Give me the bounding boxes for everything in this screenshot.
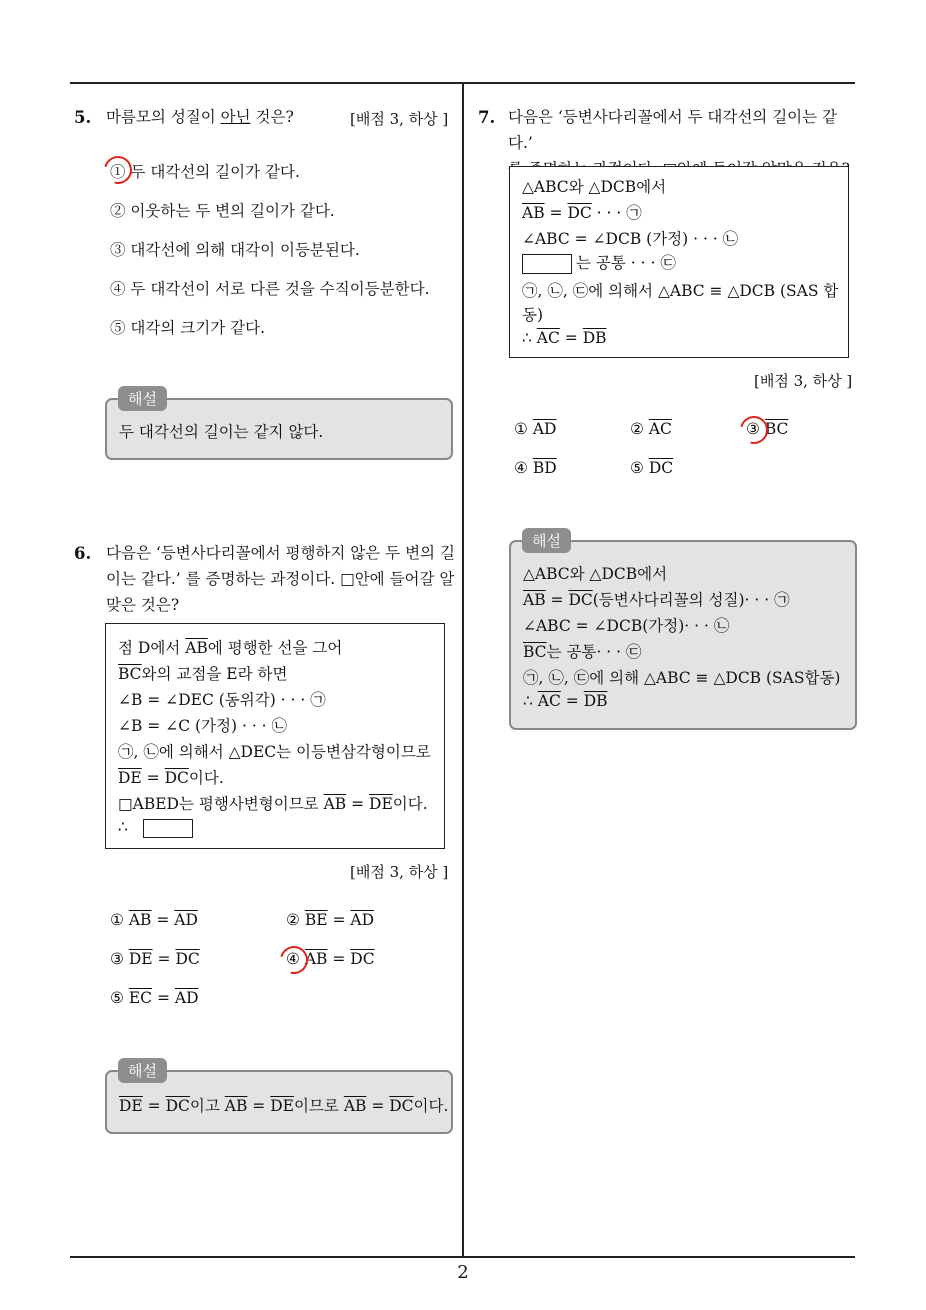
solution-label: 해설: [522, 528, 571, 553]
question-text: 마름모의 성질이 아닌 것은?: [106, 108, 294, 126]
question-number: 7.: [478, 108, 496, 127]
option-1[interactable]: ① $\overline{AD}$: [514, 420, 557, 438]
question-text: 다음은 ‘등변사다리꼴에서 두 대각선의 길이는 같다.’: [508, 108, 838, 152]
option-4[interactable]: ④ $\overline{AB} = \overline{DC}$: [286, 950, 375, 968]
score-meta: [배점 3, 하상 ]: [754, 372, 853, 390]
option-2[interactable]: ② $\overline{AC}$: [630, 420, 672, 438]
underlined-word: 아닌: [220, 108, 251, 126]
proof-box: 점 D에서 $\overline{AB}$에 평행한 선을 그어 $\overline{BC}$와의 교점을 E라 하면 ∠B = ∠DEC (동위각) · · · ㉠ ∠B = ∠C (가정) · · · ㉡ ㉠, ㉡에 의해서 △DEC는 이등변삼각형이므로 $\overline{DE} = \overline{DC}$이다. □ABED는 평행사변형이므로 $\overline{AB} = \overline{DE}$이다. ∴: [105, 623, 445, 849]
column-divider: [462, 82, 464, 1256]
answer-blank: [522, 254, 572, 274]
option-5[interactable]: ⑤ 대각의 크기가 같다.: [110, 319, 265, 337]
option-1[interactable]: ① $\overline{AB} = \overline{AD}$: [110, 911, 198, 929]
solution-label: 해설: [118, 386, 167, 411]
question-number: 6.: [74, 544, 92, 563]
option-1[interactable]: ① 두 대각선의 길이가 같다.: [110, 163, 300, 181]
answer-mark-circle: [99, 151, 137, 189]
solution-text: $\overline{DE} = \overline{DC}$이고 $\overline{AB} = \overline{DE}$이므로 $\overline{AB} = \overline{DC}$이다.: [119, 1097, 449, 1115]
option-5[interactable]: ⑤ $\overline{EC} = \overline{AD}$: [110, 989, 199, 1007]
answer-mark-circle: [275, 941, 313, 979]
bottom-rule: [70, 1256, 855, 1258]
option-3[interactable]: ③ $\overline{DE} = \overline{DC}$: [110, 950, 200, 968]
answer-blank: [143, 819, 193, 838]
solution-text: 두 대각선의 길이는 같지 않다.: [119, 423, 324, 441]
option-2[interactable]: ② $\overline{BE} = \overline{AD}$: [286, 911, 375, 929]
solution-label: 해설: [118, 1058, 167, 1083]
solution-box: △ABC와 △DCB에서 $\overline{AB} = \overline{DC}$(등변사다리꼴의 성질)· · · ㉠ ∠ABC = ∠DCB(가정)· · · ㉡ $\overline{BC}$는 공통· · · ㉢ ㉠, ㉡, ㉢에 의해 △ABC ≡ △DCB (SAS합동) ∴ $\overline{AC} = \overline{DB}$: [509, 540, 857, 730]
option-3[interactable]: ③ 대각선에 의해 대각이 이등분된다.: [110, 241, 360, 259]
option-4[interactable]: ④ 두 대각선이 서로 다른 것을 수직이등분한다.: [110, 280, 430, 298]
option-5[interactable]: ⑤ $\overline{DC}$: [630, 459, 674, 477]
proof-box: △ABC와 △DCB에서 $\overline{AB} = \overline{DC}$ · · · ㉠ ∠ABC = ∠DCB (가정) · · · ㉡ 는 공통 · · · ㉢ ㉠, ㉡, ㉢에 의해서 △ABC ≡ △DCB (SAS 합 동) ∴ $\overline{AC} = \overline{DB}$: [509, 166, 849, 358]
score-meta: [배점 3, 하상 ]: [350, 110, 449, 128]
option-2[interactable]: ② 이웃하는 두 변의 길이가 같다.: [110, 202, 335, 220]
question-number: 5.: [74, 108, 92, 127]
answer-mark-circle: [735, 411, 773, 449]
option-4[interactable]: ④ $\overline{BD}$: [514, 459, 557, 477]
question-text: 다음은 ‘등변사다리꼴에서 평행하지 않은 두 변의 길 이는 같다.’ 를 증명하는 과정이다. □안에 들어갈 알 맞은 것은?: [106, 544, 455, 614]
score-meta: [배점 3, 하상 ]: [350, 863, 449, 881]
page-number: 2: [457, 1262, 469, 1283]
option-3[interactable]: ③ $\overline{BC}$: [746, 420, 789, 438]
